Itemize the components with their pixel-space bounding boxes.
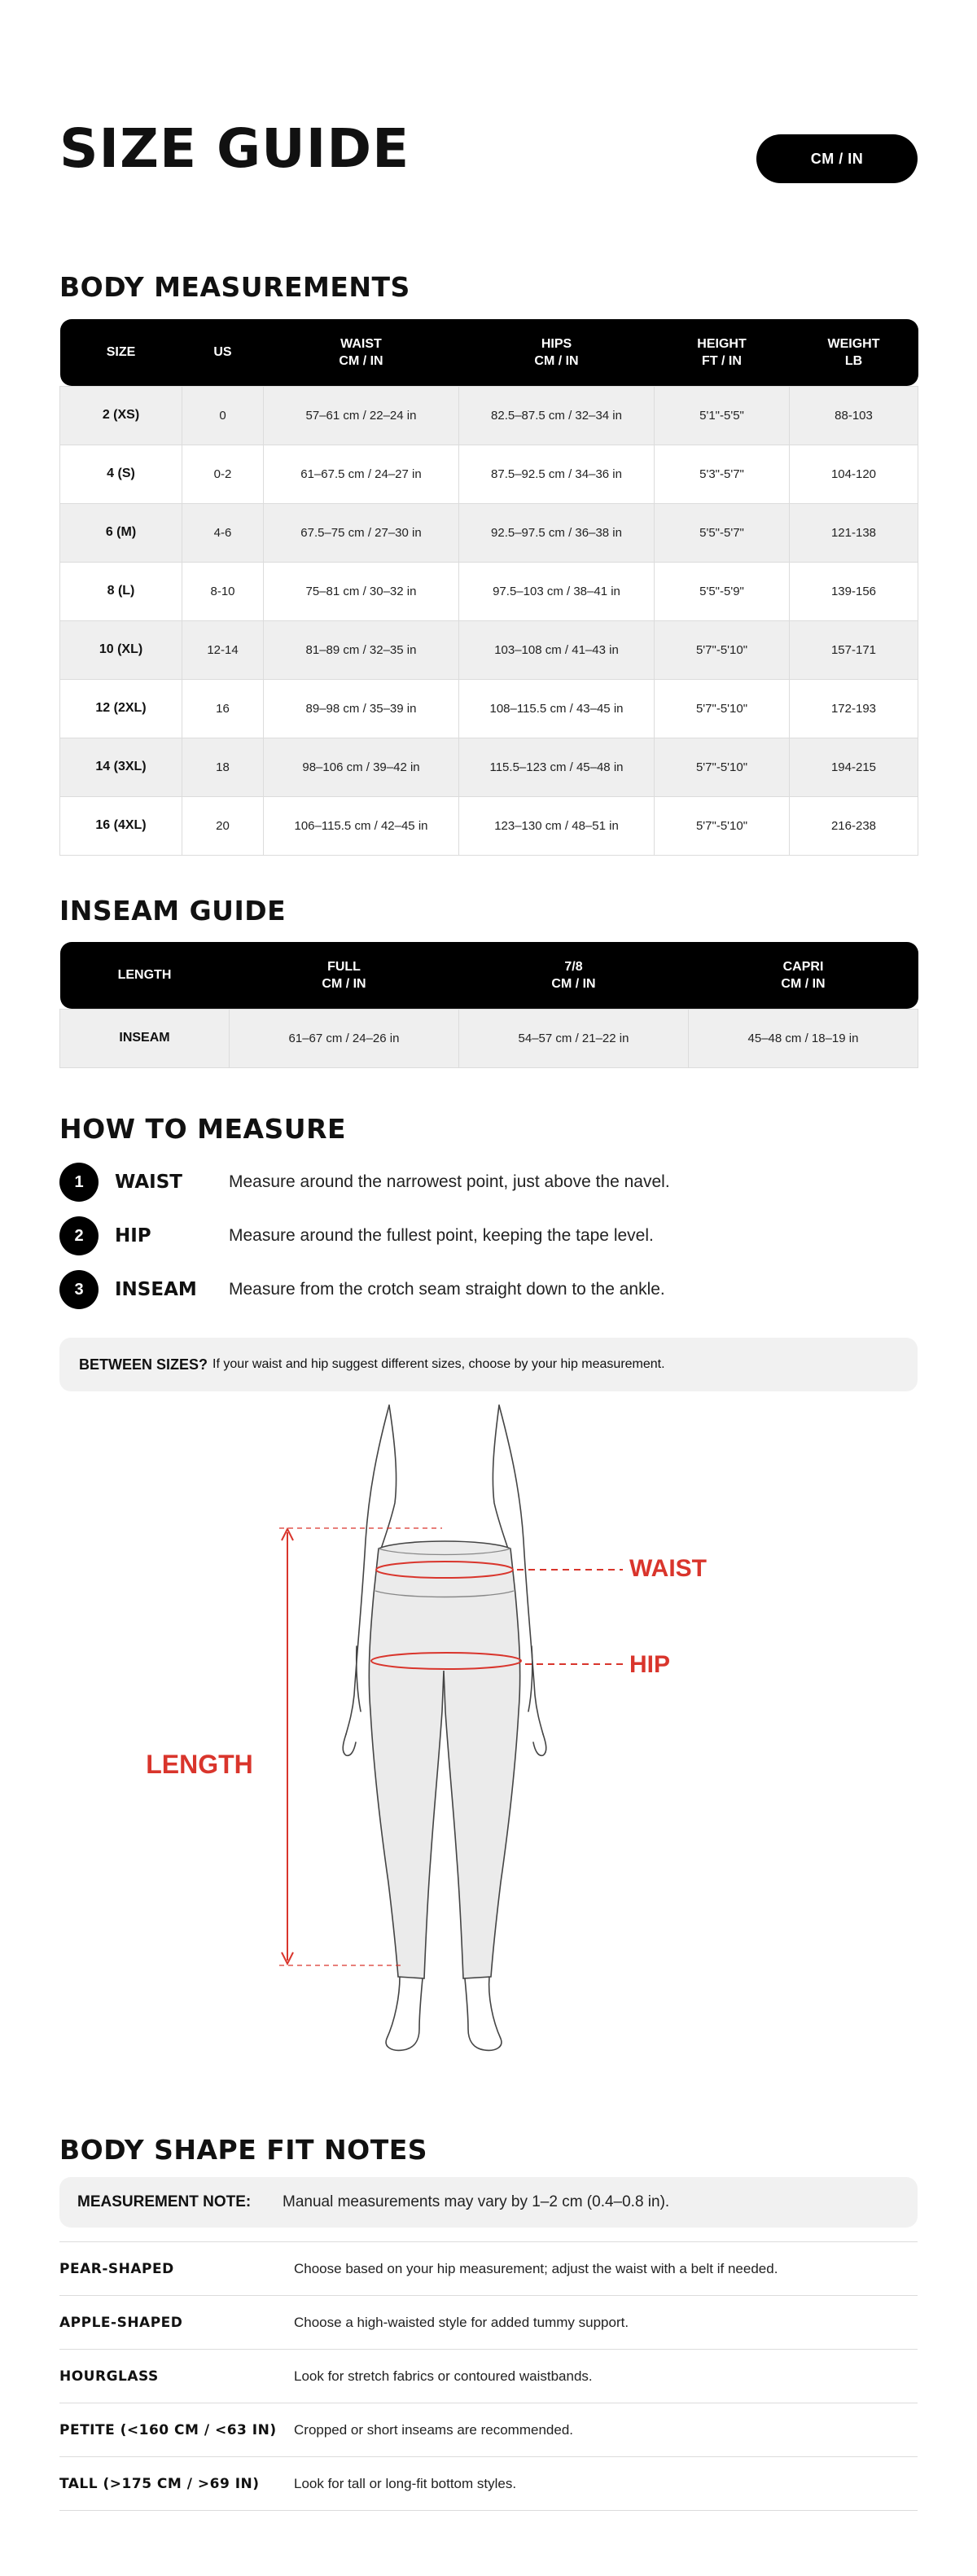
step-description: Measure from the crotch seam straight down to the ankle. <box>229 1280 665 1299</box>
how-to-measure-title: HOW TO MEASURE <box>59 1113 347 1145</box>
table-cell: 5'5"-5'7" <box>655 503 790 562</box>
table-cell: 216-238 <box>790 796 918 855</box>
fit-row-tall <box>59 2457 918 2511</box>
page-title: SIZE GUIDE <box>59 117 410 180</box>
inseam-guide-table <box>59 942 918 1068</box>
step-name: HIP <box>115 1225 151 1246</box>
fit-shape-name: APPLE-SHAPED <box>59 2314 183 2331</box>
table-cell: 45–48 cm / 18–19 in <box>689 1009 918 1067</box>
table-row <box>60 386 918 445</box>
fit-row-pear <box>59 2242 918 2296</box>
table-row <box>60 796 918 855</box>
unit-toggle-button[interactable]: CM / IN <box>756 134 918 183</box>
table-cell: 103–108 cm / 41–43 in <box>459 620 655 679</box>
table-row <box>60 679 918 738</box>
measurement-note-label: MEASUREMENT NOTE: <box>77 2193 252 2210</box>
table-row <box>60 562 918 620</box>
step-name: WAIST <box>115 1172 182 1193</box>
table-cell: 115.5–123 cm / 45–48 in <box>459 738 655 796</box>
table-cell: 61–67 cm / 24–26 in <box>230 1009 459 1067</box>
fit-shape-tip: Cropped or short inseams are recommended. <box>294 2421 573 2438</box>
body-measurements-title: BODY MEASUREMENTS <box>59 271 410 303</box>
inseam-guide-title: INSEAM GUIDE <box>59 895 287 927</box>
waist-label: WAIST <box>629 1555 707 1582</box>
table-cell: 5'7"-5'10" <box>655 679 790 738</box>
fit-shape-name: HOURGLASS <box>59 2368 159 2385</box>
table-cell: 5'1"-5'5" <box>655 386 790 445</box>
table-cell: 12-14 <box>182 620 264 679</box>
header-us: US <box>213 345 232 360</box>
fit-shape-name: PETITE (<160 CM / <63 IN) <box>59 2421 277 2438</box>
table-cell: 57–61 cm / 22–24 in <box>264 386 459 445</box>
table-cell: 139-156 <box>790 562 918 620</box>
header-length: LENGTH <box>117 968 172 983</box>
fit-row-petite <box>59 2403 918 2457</box>
table-cell: 0-2 <box>182 445 264 503</box>
fit-shape-name: TALL (>175 CM / >69 IN) <box>59 2475 260 2492</box>
table-cell: 20 <box>182 796 264 855</box>
between-sizes-label: BETWEEN SIZES? <box>79 1356 208 1373</box>
header-hips: HIPS CM / IN <box>534 336 579 368</box>
table-cell: 8 (L) <box>60 562 182 620</box>
step-hip <box>59 1216 918 1255</box>
step-number-badge: 1 <box>59 1163 99 1202</box>
table-cell: 104-120 <box>790 445 918 503</box>
table-cell: 121-138 <box>790 503 918 562</box>
table-cell: 61–67.5 cm / 24–27 in <box>264 445 459 503</box>
table-row <box>60 445 918 503</box>
table-cell: 89–98 cm / 35–39 in <box>264 679 459 738</box>
step-description: Measure around the narrowest point, just above the navel. <box>229 1172 670 1191</box>
table-cell: 92.5–97.5 cm / 36–38 in <box>459 503 655 562</box>
table-cell: 97.5–103 cm / 38–41 in <box>459 562 655 620</box>
table-cell: 12 (2XL) <box>60 679 182 738</box>
table-cell: 8-10 <box>182 562 264 620</box>
table-cell: 5'7"-5'10" <box>655 796 790 855</box>
fit-shape-tip: Choose based on your hip measurement; adjust the waist with a belt if needed. <box>294 2260 778 2276</box>
table-cell: 10 (XL) <box>60 620 182 679</box>
table-cell: 106–115.5 cm / 42–45 in <box>264 796 459 855</box>
table-cell: 88-103 <box>790 386 918 445</box>
table-cell: INSEAM <box>60 1009 230 1067</box>
table-cell: 54–57 cm / 21–22 in <box>459 1009 689 1067</box>
header-full: FULL CM / IN <box>322 959 366 991</box>
length-label: LENGTH <box>146 1750 253 1779</box>
table-cell: 87.5–92.5 cm / 34–36 in <box>459 445 655 503</box>
step-name: INSEAM <box>115 1279 197 1300</box>
header-weight: WEIGHT LB <box>827 336 880 368</box>
fit-row-apple <box>59 2296 918 2350</box>
header-seven-eighths: 7/8 CM / IN <box>551 959 596 991</box>
table-cell: 108–115.5 cm / 43–45 in <box>459 679 655 738</box>
table-row <box>60 1009 918 1067</box>
leggings-measurement-diagram <box>146 1402 841 2074</box>
fit-notes-title: BODY SHAPE FIT NOTES <box>59 2134 428 2166</box>
header-height: HEIGHT FT / IN <box>697 336 747 368</box>
table-row <box>60 503 918 562</box>
table-cell: 5'3"-5'7" <box>655 445 790 503</box>
table-cell: 172-193 <box>790 679 918 738</box>
fit-shape-tip: Choose a high-waisted style for added tummy support. <box>294 2314 629 2330</box>
fit-shape-name: PEAR-SHAPED <box>59 2260 174 2277</box>
fit-shape-tip: Look for stretch fabrics or contoured waistbands. <box>294 2368 593 2384</box>
table-cell: 18 <box>182 738 264 796</box>
between-sizes-text: If your waist and hip suggest different sizes, choose by your hip measurement. <box>212 1357 665 1371</box>
table-cell: 194-215 <box>790 738 918 796</box>
fit-notes-list <box>59 2241 918 2511</box>
step-number-badge: 3 <box>59 1270 99 1309</box>
table-row <box>60 620 918 679</box>
measurement-note <box>59 2177 918 2228</box>
header-waist: WAIST CM / IN <box>339 336 383 368</box>
between-sizes-note <box>59 1338 918 1391</box>
table-header-row <box>60 319 918 386</box>
table-cell: 4-6 <box>182 503 264 562</box>
table-cell: 16 <box>182 679 264 738</box>
step-waist <box>59 1163 918 1202</box>
step-inseam <box>59 1270 918 1309</box>
table-cell: 5'7"-5'10" <box>655 620 790 679</box>
table-cell: 2 (XS) <box>60 386 182 445</box>
header-capri: CAPRI CM / IN <box>781 959 826 991</box>
table-cell: 75–81 cm / 30–32 in <box>264 562 459 620</box>
table-cell: 16 (4XL) <box>60 796 182 855</box>
table-row <box>60 738 918 796</box>
table-cell: 81–89 cm / 32–35 in <box>264 620 459 679</box>
table-cell: 5'7"-5'10" <box>655 738 790 796</box>
step-description: Measure around the fullest point, keeping the tape level. <box>229 1226 654 1245</box>
step-number-badge: 2 <box>59 1216 99 1255</box>
fit-shape-tip: Look for tall or long-fit bottom styles. <box>294 2475 517 2491</box>
leggings-shape <box>369 1541 519 1978</box>
table-cell: 5'5"-5'9" <box>655 562 790 620</box>
table-cell: 67.5–75 cm / 27–30 in <box>264 503 459 562</box>
table-cell: 123–130 cm / 48–51 in <box>459 796 655 855</box>
table-cell: 14 (3XL) <box>60 738 182 796</box>
table-cell: 4 (S) <box>60 445 182 503</box>
header-size: SIZE <box>106 345 136 360</box>
table-cell: 98–106 cm / 39–42 in <box>264 738 459 796</box>
table-cell: 157-171 <box>790 620 918 679</box>
body-measurements-table <box>59 319 918 856</box>
table-cell: 0 <box>182 386 264 445</box>
table-header-row <box>60 942 918 1009</box>
table-cell: 6 (M) <box>60 503 182 562</box>
table-cell: 82.5–87.5 cm / 32–34 in <box>459 386 655 445</box>
hip-label: HIP <box>629 1651 671 1678</box>
measurement-note-text: Manual measurements may vary by 1–2 cm (0.4–0.8 in). <box>283 2193 670 2210</box>
fit-row-hourglass <box>59 2350 918 2403</box>
